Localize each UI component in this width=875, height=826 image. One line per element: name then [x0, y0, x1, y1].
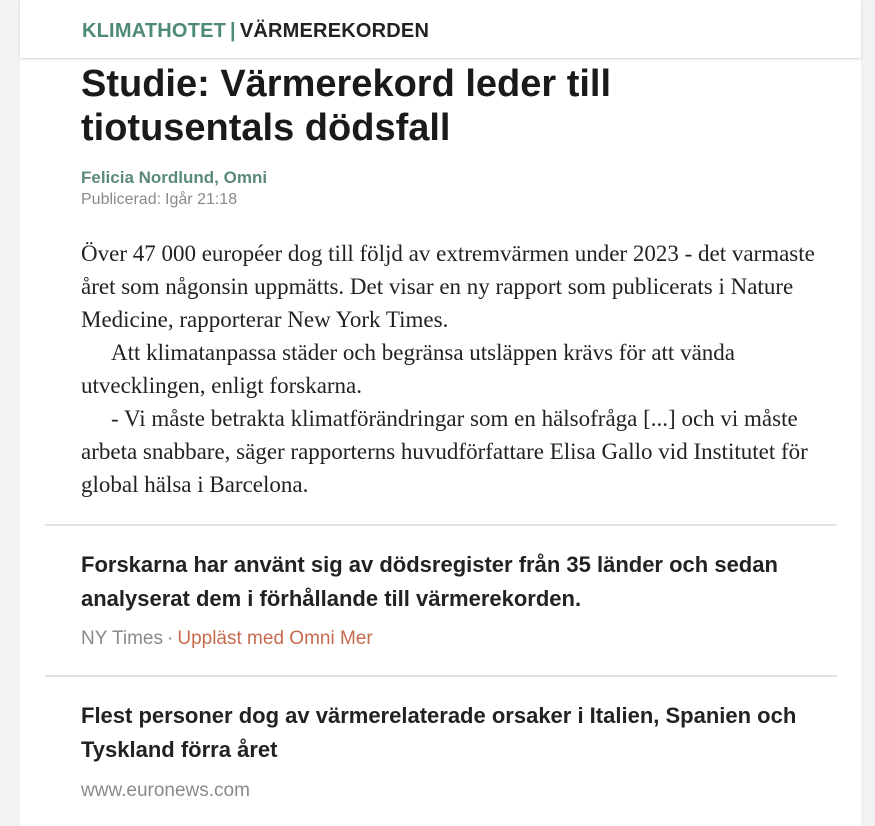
- divider: [45, 675, 837, 677]
- article-paragraph: Över 47 000 européer dog till följd av extremvärmen under 2023 - det varmaste året som någonsin uppmätts. Det visar en ny rapport som publicerats i Nature Medicine, rapporterar New York Times.: [81, 241, 815, 332]
- article-paragraph: - Vi måste betrakta klimatförändringar som en hälsofråga [...] och vi måste arbeta snabbare, säger rapporterns huvudförfattare Elisa Gallo vid Institutet för global hälsa i Barcelona.: [81, 406, 808, 497]
- related-item-title[interactable]: Flest personer dog av värmerelaterade orsaker i Italien, Spanien och Tyskland förra året: [81, 703, 797, 762]
- divider: [45, 524, 837, 526]
- author-byline[interactable]: Felicia Nordlund, Omni: [81, 168, 268, 187]
- breadcrumb: [82, 20, 429, 43]
- published-label: Publicerad:: [81, 191, 162, 208]
- meta-separator: ·: [167, 628, 174, 649]
- article-paragraph: Att klimatanpassa städer och begränsa utsläppen krävs för att vända utvecklingen, enligt forskarna.: [81, 340, 735, 398]
- related-item-meta: [81, 628, 373, 650]
- article-headline: Studie: Värmerekord leder till tiotusentals dödsfall: [81, 63, 612, 149]
- top-bar: [20, 0, 861, 58]
- breadcrumb-separator: |: [230, 20, 236, 42]
- article-body: [81, 237, 821, 501]
- related-item-source[interactable]: www.euronews.com: [81, 780, 250, 801]
- published-date: [81, 191, 237, 209]
- published-value: Igår 21:18: [165, 191, 238, 208]
- omni-mer-link[interactable]: Uppläst med Omni Mer: [177, 628, 373, 649]
- breadcrumb-section[interactable]: KLIMATHOTET: [82, 20, 227, 42]
- related-item-meta: [81, 780, 250, 802]
- related-item-source: NY Times: [81, 628, 164, 649]
- breadcrumb-topic[interactable]: VÄRMEREKORDEN: [239, 20, 430, 42]
- related-item-title[interactable]: Forskarna har använt sig av dödsregister från 35 länder och sedan analyserat dem i förhållande till värmerekorden.: [81, 552, 778, 611]
